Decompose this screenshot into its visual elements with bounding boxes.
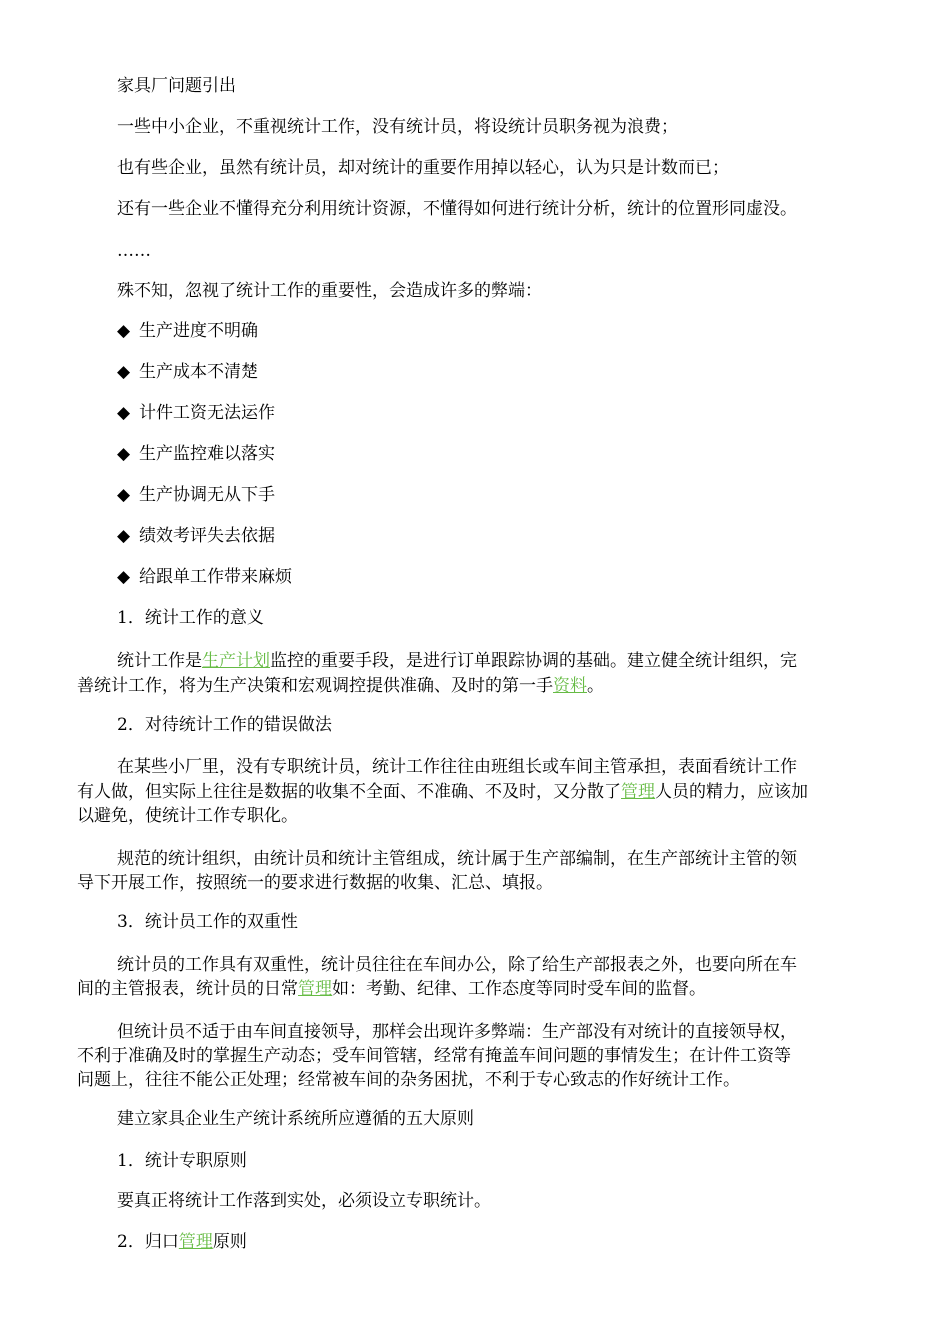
section-heading: 1．统计工作的意义 — [117, 608, 264, 628]
text-span: 统计工作是 — [117, 651, 202, 671]
bullet-item — [117, 361, 258, 383]
diamond-bullet-icon: ◆ — [117, 526, 131, 546]
diamond-bullet-icon: ◆ — [117, 567, 131, 587]
bullet-text: 生产监控难以落实 — [139, 444, 275, 464]
paragraph-line: 规范的统计组织，由统计员和统计主管组成，统计属于生产部编制，在生产部统计主管的领 — [117, 849, 797, 869]
paragraph-line: 导下开展工作，按照统一的要求进行数据的收集、汇总、填报。 — [77, 873, 553, 893]
diamond-bullet-icon: ◆ — [117, 321, 131, 341]
bullet-item — [117, 443, 275, 465]
section-heading: 1．统计专职原则 — [117, 1151, 247, 1171]
text-span: 原则 — [212, 1232, 247, 1252]
bullet-text: 生产进度不明确 — [139, 321, 258, 341]
paragraph-line: 要真正将统计工作落到实处，必须设立专职统计。 — [117, 1191, 491, 1211]
diamond-bullet-icon: ◆ — [117, 403, 131, 423]
bullet-text: 计件工资无法运作 — [139, 403, 275, 423]
paragraph: 一些中小企业，不重视统计工作，没有统计员，将设统计员职务视为浪费； — [117, 117, 678, 137]
paragraph-line: 以避免，使统计工作专职化。 — [77, 806, 298, 826]
intro-title: 家具厂问题引出 — [117, 76, 236, 96]
bullet-text: 给跟单工作带来麻烦 — [139, 567, 292, 587]
paragraph: 还有一些企业不懂得充分利用统计资源，不懂得如何进行统计分析，统计的位置形同虚没。 — [117, 199, 797, 219]
management-link[interactable]: 管理 — [621, 782, 655, 802]
paragraph-line — [77, 781, 808, 803]
section-heading: 3．统计员工作的双重性 — [117, 912, 298, 932]
paragraph-line — [117, 650, 797, 672]
bullet-item — [117, 402, 275, 424]
paragraph-line: 不利于准确及时的掌握生产动态；受车间管辖，经常有掩盖车间问题的事情发生；在计件工资等 — [77, 1046, 791, 1066]
text-span: 2．归口 — [117, 1232, 179, 1252]
bullet-text: 生产协调无从下手 — [139, 485, 275, 505]
section-heading — [117, 1231, 247, 1253]
bullet-item — [117, 566, 292, 588]
management-link[interactable]: 管理 — [178, 1232, 213, 1252]
paragraph: 殊不知，忽视了统计工作的重要性，会造成许多的弊端： — [117, 281, 542, 301]
bullet-text: 绩效考评失去依据 — [139, 526, 275, 546]
paragraph-line — [77, 675, 604, 697]
text-span: 监控的重要手段，是进行订单跟踪协调的基础。建立健全统计组织，完 — [270, 651, 797, 671]
paragraph: 也有些企业，虽然有统计员，却对统计的重要作用掉以轻心，认为只是计数而已； — [117, 158, 729, 178]
section-heading: 2．对待统计工作的错误做法 — [117, 715, 332, 735]
text-span: 间的主管报表，统计员的日常 — [77, 979, 298, 999]
paragraph-line: 问题上，往往不能公正处理；经常被车间的杂务困扰，不利于专心致志的作好统计工作。 — [77, 1070, 740, 1090]
materials-link[interactable]: 资料 — [553, 676, 587, 696]
text-span: 人员的精力，应该加 — [655, 782, 808, 802]
ellipsis: …… — [117, 241, 151, 261]
principles-title: 建立家具企业生产统计系统所应遵循的五大原则 — [117, 1109, 474, 1129]
paragraph-line: 但统计员不适于由车间直接领导，那样会出现许多弊端：生产部没有对统计的直接领导权， — [117, 1022, 797, 1042]
bullet-item — [117, 525, 275, 547]
bullet-text: 生产成本不清楚 — [139, 362, 258, 382]
paragraph-line: 统计员的工作具有双重性，统计员往往在车间办公，除了给生产部报表之外，也要向所在车 — [117, 955, 797, 975]
production-plan-link[interactable]: 生产计划 — [202, 651, 270, 671]
diamond-bullet-icon: ◆ — [117, 485, 131, 505]
paragraph-line — [77, 978, 706, 1000]
text-span: 。 — [587, 676, 604, 696]
text-span: 有人做，但实际上往往是数据的收集不全面、不准确、不及时，又分散了 — [77, 782, 621, 802]
text-span: 如：考勤、纪律、工作态度等同时受车间的监督。 — [332, 979, 706, 999]
diamond-bullet-icon: ◆ — [117, 362, 131, 382]
text-span: 善统计工作，将为生产决策和宏观调控提供准确、及时的第一手 — [77, 676, 553, 696]
diamond-bullet-icon: ◆ — [117, 444, 131, 464]
management-link[interactable]: 管理 — [298, 979, 332, 999]
bullet-item — [117, 320, 258, 342]
paragraph-line: 在某些小厂里，没有专职统计员，统计工作往往由班组长或车间主管承担，表面看统计工作 — [117, 757, 797, 777]
bullet-item — [117, 484, 275, 506]
